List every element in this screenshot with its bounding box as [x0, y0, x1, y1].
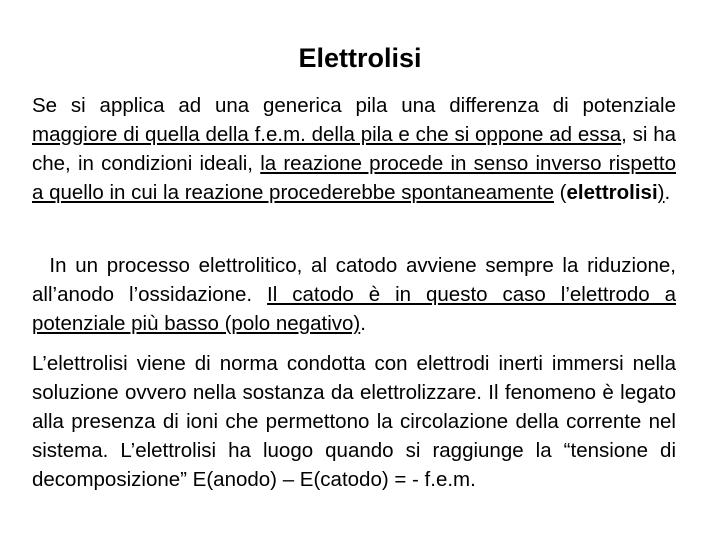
p1-text-4: . — [664, 181, 671, 204]
p1-text-1: Se si applica ad una generica pila una differenza di potenziale — [32, 94, 676, 117]
p2-text-2: . — [360, 312, 366, 335]
paragraph-decomposition: L’elettrolisi viene di norma condotta con elettrodi inerti immersi nella soluzione ovvero nella sostanza da elettrolizzare. Il fenomeno è legato alla presenza di ioni che permettono la circolazione della corrente nel sistema. L’elettrolisi ha luogo quando si raggiunge la “tensione di decomposizione” E(anodo) – E(catodo) = - f.e.m. — [32, 352, 676, 491]
paragraph-electrodes — [32, 251, 676, 338]
p1-underlined-1: maggiore di quella della f.e.m. della pila e che si oppone ad essa — [32, 123, 622, 146]
p1-underlined-paren: ) — [657, 181, 665, 204]
p2-underlined-1: Il catodo è in questo caso l’elettrodo a potenziale più basso (polo negativo) — [32, 283, 676, 335]
paragraph-definition — [32, 91, 676, 207]
p1-text-2: , si ha che, in condizioni ideali, — [32, 123, 676, 175]
slide-title: Elettrolisi — [298, 43, 422, 73]
p1-text-3: ( — [553, 181, 567, 204]
p1-bold-term: elettrolisi — [566, 181, 658, 204]
p1-underlined-2: la reazione procede in senso inverso rispetto a quello in cui la reazione procederebbe spontaneamente — [32, 152, 676, 204]
p2-text-1: In un processo elettrolitico, al catodo avviene sempre la riduzione, all’anodo l’ossidazione. — [32, 254, 676, 306]
